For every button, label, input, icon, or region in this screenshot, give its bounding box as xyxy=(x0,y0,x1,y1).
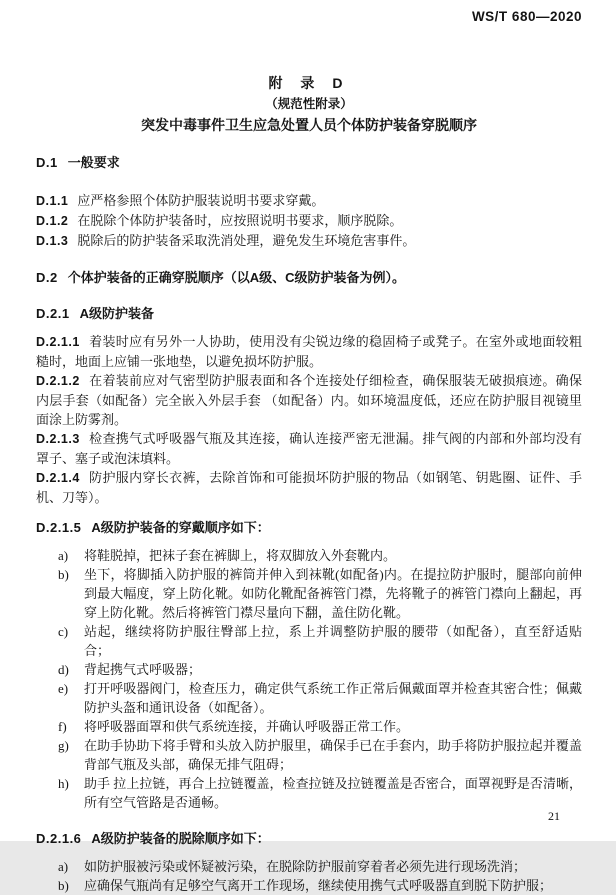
donning-steps-list xyxy=(36,546,582,812)
clause-number: D.2.1.2 xyxy=(36,374,80,388)
section-heading-d2 xyxy=(36,268,582,287)
list-item xyxy=(36,717,582,736)
clause-d1-3 xyxy=(36,231,582,251)
section-number: D.1 xyxy=(36,155,58,170)
section-heading-d2-1 xyxy=(36,304,582,323)
section-number: D.2.1.6 xyxy=(36,831,82,846)
clause-d1-1 xyxy=(36,191,582,211)
page-number: 21 xyxy=(548,809,560,823)
section-title: A级防护装备 xyxy=(79,306,154,321)
clause-text: 着装时应有另外一人协助，使用没有尖锐边缘的稳固椅子或凳子。在室外或地面较粗糙时，地面上应铺一张地垫，以避免损坏防护服。 xyxy=(36,334,582,369)
section-title: 个体护装备的正确穿脱顺序（以A级、C级防护装备为例）。 xyxy=(67,270,406,285)
clause-number: D.2.1.4 xyxy=(36,471,80,485)
section-number: D.2.1.5 xyxy=(36,520,82,535)
clause-text: 脱除后的防护装备采取洗消处理，避免发生环境危害事件。 xyxy=(77,233,416,248)
clause-d2-1-1 xyxy=(36,332,582,371)
section-heading-d2-1-5 xyxy=(36,518,582,537)
list-item-marker: a) xyxy=(58,548,69,563)
clause-text: 在着装前应对气密型防护服表面和各个连接处仔细检查，确保服装无破损痕迹。确保内层手套（如配备）完全嵌入外层手套 （如配备）内。如环境温度低，还应在防护服目视镜里面涂上防雾剂。 xyxy=(36,373,582,427)
clause-d2-1-4 xyxy=(36,468,582,507)
clause-d2-1-3 xyxy=(36,429,582,468)
list-item-marker: f) xyxy=(58,719,67,734)
list-item-marker: b) xyxy=(58,878,69,893)
list-item xyxy=(36,876,582,895)
clause-d2-1-2 xyxy=(36,371,582,429)
clause-number: D.1.2 xyxy=(36,214,69,228)
clause-text: 在脱除个体防护装备时，应按照说明书要求，顺序脱除。 xyxy=(77,213,403,228)
list-item-text: 在助手协助下将手臂和头放入防护服里，确保手已在手套内，助手将防护服拉起并覆盖背部气瓶及头部，确保无排气阻碍； xyxy=(84,738,582,772)
section-heading-d2-1-6 xyxy=(36,829,582,848)
list-item xyxy=(36,546,582,565)
section-title: 一般要求 xyxy=(67,155,120,170)
section-heading-d1 xyxy=(36,153,582,172)
list-item-text: 将呼吸器面罩和供气系统连接，并确认呼吸器正常工作。 xyxy=(84,719,410,734)
appendix-subtitle: （规范性附录） xyxy=(265,97,353,111)
clause-number: D.1.1 xyxy=(36,194,69,208)
list-item-text: 将鞋脱掉，把袜子套在裤脚上，将双脚放入外套靴内。 xyxy=(84,548,397,563)
doffing-steps-list xyxy=(36,857,582,895)
list-item-text: 背起携气式呼吸器； xyxy=(84,662,202,677)
clause-number: D.2.1.1 xyxy=(36,335,80,349)
list-item-text: 坐下，将脚插入防护服的裤筒并伸入到袜靴(如配备)内。在提拉防护服时，腿部向前伸到最大幅度，穿上防化靴。如防化靴配备裤管门襟，先将靴子的裤管门襟向上翻起，再穿上防化靴。然后将裤管门襟尽量向下翻，盖住防化靴。 xyxy=(84,567,582,620)
clause-text: 检查携气式呼吸器气瓶及其连接，确认连接严密无泄漏。排气阀的内部和外部均没有罩子、塞子或泡沫填料。 xyxy=(36,431,582,466)
list-item-text: 站起，继续将防护服往臀部上拉，系上并调整防护服的腰带（如配备），直至舒适贴合； xyxy=(84,624,582,658)
list-item xyxy=(36,660,582,679)
document-number: WS/T 680—2020 xyxy=(471,9,582,24)
list-item-marker: h) xyxy=(58,776,69,791)
list-item-marker: d) xyxy=(58,662,69,677)
list-item-text: 如防护服被污染或怀疑被污染，在脱除防护服前穿着者必须先进行现场洗消； xyxy=(84,859,527,874)
section-number: D.2.1 xyxy=(36,306,70,321)
clause-text: 防护服内穿长衣裤，去除首饰和可能损坏防护服的物品（如钢笔、钥匙圈、证件、手机、刀等）。 xyxy=(36,470,582,505)
section-number: D.2 xyxy=(36,270,58,285)
list-item xyxy=(36,622,582,660)
appendix-heading: 突发中毒事件卫生应急处置人员个体防护装备穿脱顺序 xyxy=(141,117,477,133)
section-title: A级防护装备的穿戴顺序如下： xyxy=(91,520,270,535)
list-item xyxy=(36,857,582,876)
list-item-text: 应确保气瓶尚有足够空气离开工作现场，继续使用携气式呼吸器直到脱下防护服； xyxy=(84,878,553,893)
clause-d1-2 xyxy=(36,211,582,231)
list-item xyxy=(36,565,582,622)
list-item-text: 助手 拉上拉链，再合上拉链覆盖，检查拉链及拉链覆盖是否密合，面罩视野是否清晰，所有空气管路是否通畅。 xyxy=(84,776,582,810)
list-item xyxy=(36,736,582,774)
list-item xyxy=(36,774,582,812)
list-item-marker: g) xyxy=(58,738,69,753)
list-item-text: 打开呼吸器阀门，检查压力，确定供气系统工作正常后佩戴面罩并检查其密合性；佩戴防护头盔和通讯设备（如配备）。 xyxy=(84,681,582,715)
page-content xyxy=(36,72,582,895)
section-title: A级防护装备的脱除顺序如下： xyxy=(91,831,270,846)
appendix-title: 附 录 D xyxy=(268,75,350,91)
list-item-marker: a) xyxy=(58,859,69,874)
clause-number: D.2.1.3 xyxy=(36,432,80,446)
list-item-marker: e) xyxy=(58,681,69,696)
clause-text: 应严格参照个体防护服装说明书要求穿戴。 xyxy=(77,193,325,208)
list-item-marker: b) xyxy=(58,567,69,582)
clause-number: D.1.3 xyxy=(36,234,69,248)
list-item xyxy=(36,679,582,717)
list-item-marker: c) xyxy=(58,624,69,639)
